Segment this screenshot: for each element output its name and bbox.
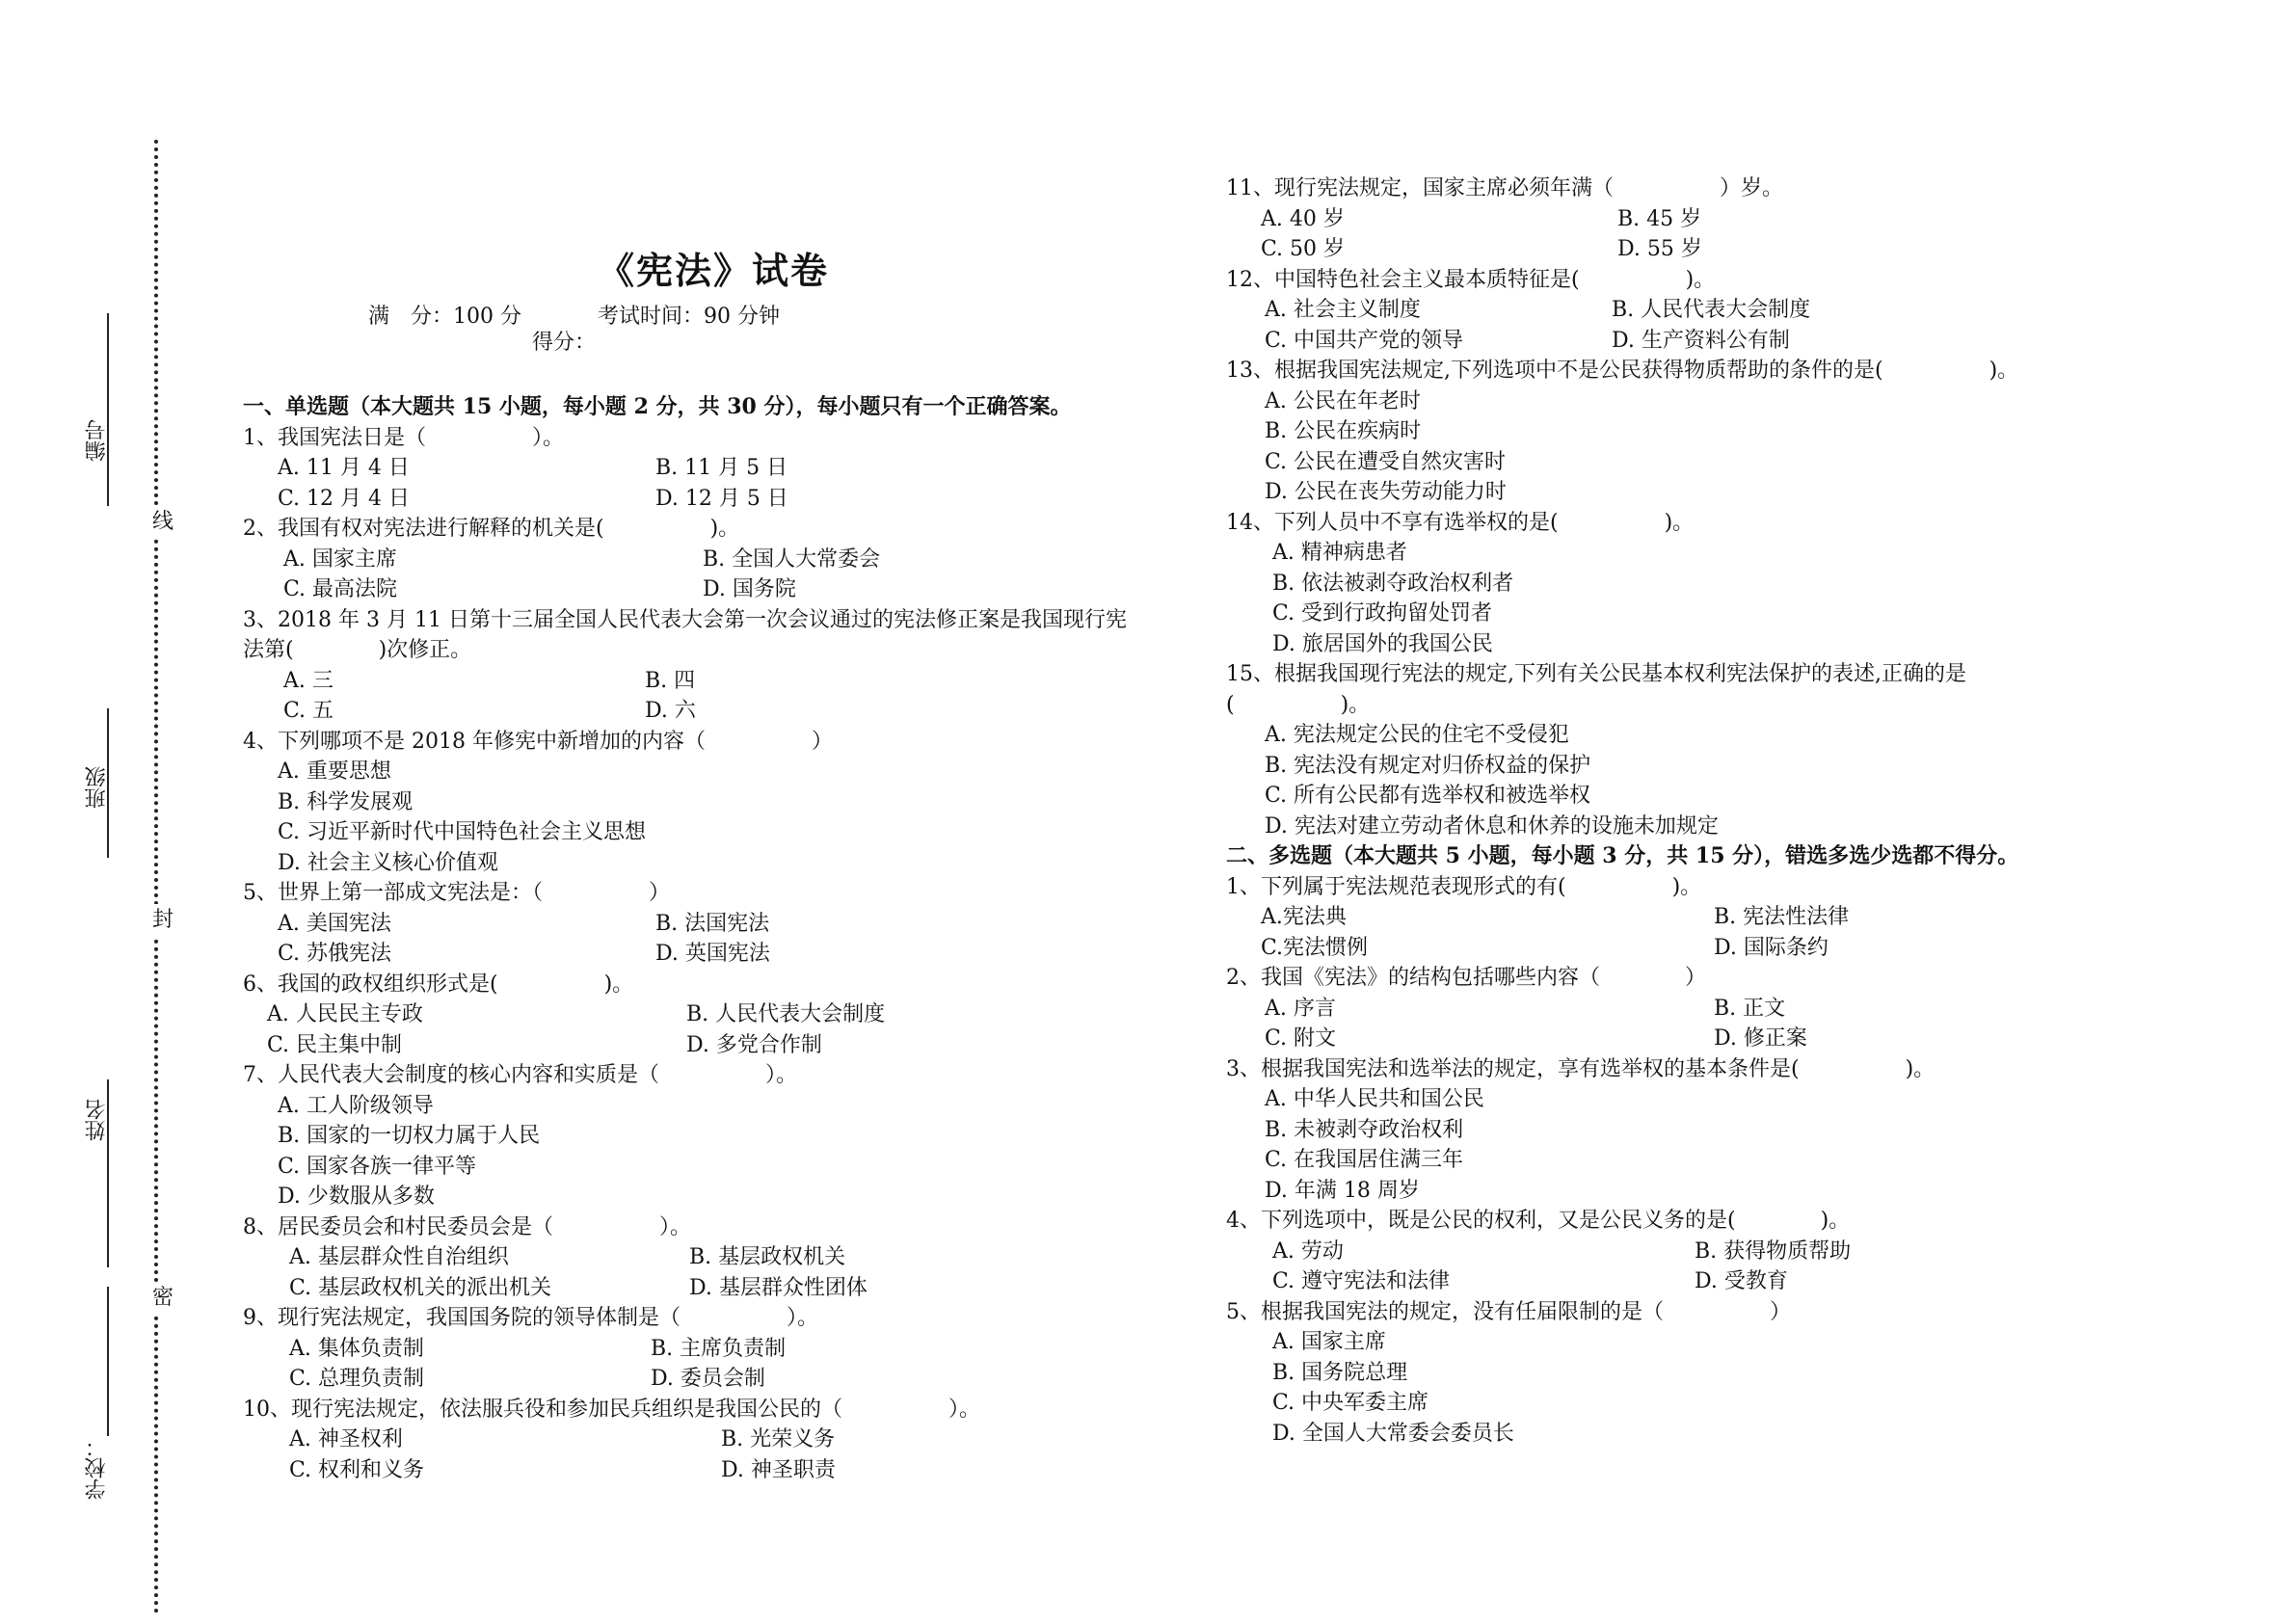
question-text: 4、下列选项中，既是公民的权利，又是公民义务的是( )。: [1226, 1209, 1851, 1233]
option-b: B. 获得物质帮助: [1695, 1238, 1852, 1264]
option-c: C. 公民在遭受自然灾害时: [1265, 449, 1507, 474]
question-15: [1226, 659, 2286, 841]
question-text: 11、现行宪法规定，国家主席必须年满（ ）岁。: [1226, 176, 1783, 200]
question-4: [243, 727, 1188, 879]
option-a: A. 人民民主专政: [267, 1002, 423, 1026]
option-c: C. 中央军委主席: [1272, 1391, 1429, 1415]
question-9: [243, 1303, 1188, 1395]
option-d: D. 旅居国外的我国公民: [1272, 631, 1493, 656]
options: [289, 1242, 1188, 1303]
option-b: B. 人民代表大会制度: [1612, 298, 1811, 322]
option-c: C. 最高法院: [283, 577, 398, 601]
options: [1272, 1327, 2286, 1449]
option-a: A. 11 月 4 日: [278, 456, 410, 480]
option-d: D. 12 月 5 日: [655, 486, 788, 511]
question-text: 1、我国宪法日是（ ）。: [243, 425, 564, 450]
multi-question-1: [1226, 872, 2286, 964]
option-a: A. 精神病患者: [1272, 541, 1407, 565]
options: [278, 757, 1188, 878]
question-text: 14、下列人员中不享有选举权的是( )。: [1226, 510, 1695, 535]
question-text: 4、下列哪项不是 2018 年修宪中新增加的内容（ ）: [243, 729, 833, 754]
binding-dotted-line: [154, 140, 158, 1614]
option-c: C. 50 岁: [1261, 237, 1346, 261]
option-d: D. 基层群众性团体: [689, 1275, 868, 1300]
field-label-name: 姓名: [85, 1099, 109, 1141]
question-text: 7、人民代表大会制度的核心内容和实质是（ ）。: [243, 1063, 797, 1087]
options: [1265, 720, 2286, 841]
question-text-cont: ( )。: [1226, 692, 1371, 717]
options: [289, 1334, 1188, 1395]
option-b: B. 人民代表大会制度: [686, 1002, 886, 1026]
options: [278, 909, 1188, 970]
option-d: D. 社会主义核心价值观: [278, 850, 498, 875]
section-title-single: 一、单选题（本大题共 15 小题，每小题 2 分，共 30 分），每小题只有一个正确答案。: [243, 394, 1072, 419]
option-d: D. 宪法对建立劳动者休息和休养的设施未加规定: [1265, 813, 1719, 839]
option-a: A. 神圣权利: [289, 1427, 403, 1451]
question-text: 10、现行宪法规定，依法服兵役和参加民兵组织是我国公民的（ ）。: [243, 1397, 980, 1422]
exam-time: 考试时间：90 分钟: [598, 305, 780, 329]
option-b: B. 基层政权机关: [689, 1245, 846, 1269]
question-text-cont: 法第( )次修正。: [243, 638, 472, 662]
option-a: A. 基层群众性自治组织: [289, 1245, 509, 1269]
option-d: D. 国际条约: [1714, 935, 1829, 960]
question-11: [1226, 173, 2286, 265]
question-text: 12、中国特色社会主义最本质特征是( )。: [1226, 267, 1716, 292]
option-c: C. 总理负责制: [289, 1367, 425, 1391]
option-d: D. 修正案: [1714, 1026, 1807, 1051]
option-a: A. 国家主席: [1272, 1330, 1386, 1354]
option-c: C. 苏俄宪法: [278, 942, 392, 966]
question-text: 3、2018 年 3 月 11 日第十三届全国人民代表大会第一次会议通过的宪法修正案是我国现行宪: [243, 607, 1127, 632]
options: [283, 666, 1188, 727]
question-text: 13、根据我国宪法规定,下列选项中不是公民获得物质帮助的条件的是( )。: [1226, 359, 2019, 383]
options: [1265, 295, 2286, 356]
option-a: A. 序言: [1265, 996, 1336, 1021]
options: [1272, 1237, 2286, 1297]
question-5: [243, 878, 1188, 970]
option-d: D. 受教育: [1695, 1269, 1788, 1293]
field-label-number: 编号: [85, 419, 109, 462]
option-a: A. 三: [283, 668, 334, 693]
question-text: 8、居民委员会和村民委员会是（ ）。: [243, 1214, 691, 1239]
field-label-school: 学校：: [85, 1436, 109, 1500]
option-d: D. 年满 18 周岁: [1265, 1178, 1420, 1203]
question-text: 5、世界上第一部成文宪法是：（ ）: [243, 881, 670, 905]
question-13: [1226, 356, 2286, 508]
option-d: D. 全国人大常委会委员长: [1272, 1421, 1514, 1446]
question-12: [1226, 265, 2286, 357]
binding-margin: [0, 0, 193, 1624]
question-text: 15、根据我国现行宪法的规定,下列有关公民基本权利宪法保护的表述,正确的是: [1226, 662, 1966, 686]
multi-question-3: [1226, 1054, 2286, 1207]
question-6: [243, 970, 1188, 1061]
multi-question-2: [1226, 963, 2286, 1054]
full-score: 满 分：100 分: [368, 305, 521, 329]
option-b: B. 科学发展观: [278, 789, 414, 814]
options: [1272, 538, 2286, 659]
option-c: C. 中国共产党的领导: [1265, 328, 1464, 353]
question-text: 3、根据我国宪法和选举法的规定，享有选举权的基本条件是( )。: [1226, 1056, 1936, 1081]
option-a: A. 40 岁: [1261, 206, 1345, 231]
option-b: B. 45 岁: [1617, 206, 1702, 231]
option-a: A. 劳动: [1272, 1238, 1344, 1264]
exam-title: 《宪法》试卷: [598, 249, 830, 292]
seal-char-seal: 封: [152, 904, 174, 937]
options: [278, 1091, 1188, 1212]
options: [1265, 386, 2286, 508]
right-column: [1226, 173, 2286, 1449]
option-a: A. 国家主席: [283, 546, 397, 572]
option-b: B. 法国宪法: [655, 911, 770, 936]
options: [283, 545, 1188, 605]
options: [289, 1424, 1188, 1485]
option-c: C. 受到行政拘留处罚者: [1272, 601, 1493, 626]
option-b: B. 公民在疾病时: [1265, 419, 1422, 443]
field-label-class: 班级: [85, 766, 109, 809]
option-d: D. 委员会制: [651, 1367, 765, 1391]
option-d: D. 英国宪法: [655, 942, 770, 966]
question-text: 6、我国的政权组织形式是( )。: [243, 972, 634, 997]
option-c: C. 国家各族一律平等: [278, 1154, 477, 1179]
question-text: 2、我国《宪法》的结构包括哪些内容（ ）: [1226, 966, 1706, 990]
option-a: A. 集体负责制: [289, 1336, 424, 1361]
option-b: B. 宪法没有规定对归侨权益的保护: [1265, 753, 1591, 778]
question-text: 2、我国有权对宪法进行解释的机关是( )。: [243, 517, 740, 541]
option-d: D. 六: [645, 699, 696, 723]
question-3: [243, 605, 1188, 727]
option-a: A. 宪法规定公民的住宅不受侵犯: [1265, 723, 1569, 747]
question-text: 9、现行宪法规定，我国国务院的领导体制是（ ）。: [243, 1306, 818, 1330]
option-a: A. 美国宪法: [278, 911, 391, 936]
option-b: B. 国家的一切权力属于人民: [278, 1124, 541, 1148]
option-a: A. 社会主义制度: [1265, 298, 1421, 322]
option-d: D. 公民在丧失劳动能力时: [1265, 480, 1507, 504]
option-a: A. 重要思想: [278, 759, 391, 784]
option-b: B. 宪法性法律: [1714, 905, 1850, 929]
field-line-number: [107, 313, 109, 506]
option-d: D. 少数服从多数: [278, 1185, 435, 1209]
option-d: D. 国务院: [703, 577, 796, 601]
option-b: B. 国务院总理: [1272, 1360, 1408, 1385]
option-c: C. 五: [283, 699, 334, 723]
option-b: B. 主席负责制: [651, 1336, 787, 1361]
options: [278, 453, 1188, 514]
options: [1261, 902, 2286, 963]
left-column: [243, 392, 1188, 1485]
multi-question-5: [1226, 1297, 2286, 1450]
option-d: D. 神圣职责: [721, 1457, 836, 1482]
option-a: A. 工人阶级领导: [278, 1093, 434, 1118]
options: [1261, 204, 2286, 265]
option-a: A. 公民在年老时: [1265, 388, 1421, 413]
question-1: [243, 423, 1188, 515]
question-10: [243, 1395, 1188, 1486]
option-b: B. 依法被剥夺政治权利者: [1272, 571, 1514, 596]
options: [267, 999, 1188, 1060]
option-c: C. 12 月 4 日: [278, 486, 411, 511]
option-c: C. 在我国居住满三年: [1265, 1148, 1464, 1172]
option-c: C. 民主集中制: [267, 1032, 403, 1057]
option-b: B. 正文: [1714, 996, 1786, 1021]
option-c: C. 权利和义务: [289, 1457, 425, 1482]
option-b: B. 11 月 5 日: [655, 456, 788, 480]
option-c: C. 附文: [1265, 1026, 1337, 1051]
option-c: C. 所有公民都有选举权和被选举权: [1265, 784, 1591, 808]
option-c: C.宪法惯例: [1261, 935, 1369, 960]
option-c: C. 遵守宪法和法律: [1272, 1269, 1451, 1293]
option-c: C. 习近平新时代中国特色社会主义思想: [278, 820, 647, 844]
option-b: B. 光荣义务: [721, 1427, 836, 1451]
option-c: C. 基层政权机关的派出机关: [289, 1275, 552, 1300]
question-text: 5、根据我国宪法的规定，没有任届限制的是（ ）: [1226, 1299, 1791, 1324]
option-d: D. 多党合作制: [686, 1032, 822, 1057]
multi-question-4: [1226, 1206, 2286, 1297]
score-label: 得分：: [532, 331, 597, 355]
option-b: B. 未被剥夺政治权利: [1265, 1117, 1464, 1142]
option-b: B. 全国人大常委会: [703, 546, 881, 572]
option-b: B. 四: [645, 668, 696, 693]
question-2: [243, 514, 1188, 605]
option-a: A. 中华人民共和国公民: [1265, 1087, 1484, 1111]
seal-char-secret: 密: [152, 1282, 174, 1315]
option-a: A.宪法典: [1261, 905, 1347, 929]
question-8: [243, 1212, 1188, 1304]
section-title-multi: 二、多选题（本大题共 5 小题，每小题 3 分，共 15 分），错选多选少选都不得分。: [1226, 843, 2019, 868]
question-text: 1、下列属于宪法规范表现形式的有( )。: [1226, 874, 1702, 899]
options: [1265, 994, 2286, 1054]
question-14: [1226, 508, 2286, 660]
seal-char-line: 线: [152, 506, 174, 539]
field-line-school: [107, 1287, 109, 1436]
question-7: [243, 1060, 1188, 1212]
options: [1265, 1084, 2286, 1206]
option-d: D. 生产资料公有制: [1612, 328, 1790, 353]
option-d: D. 55 岁: [1617, 237, 1702, 261]
